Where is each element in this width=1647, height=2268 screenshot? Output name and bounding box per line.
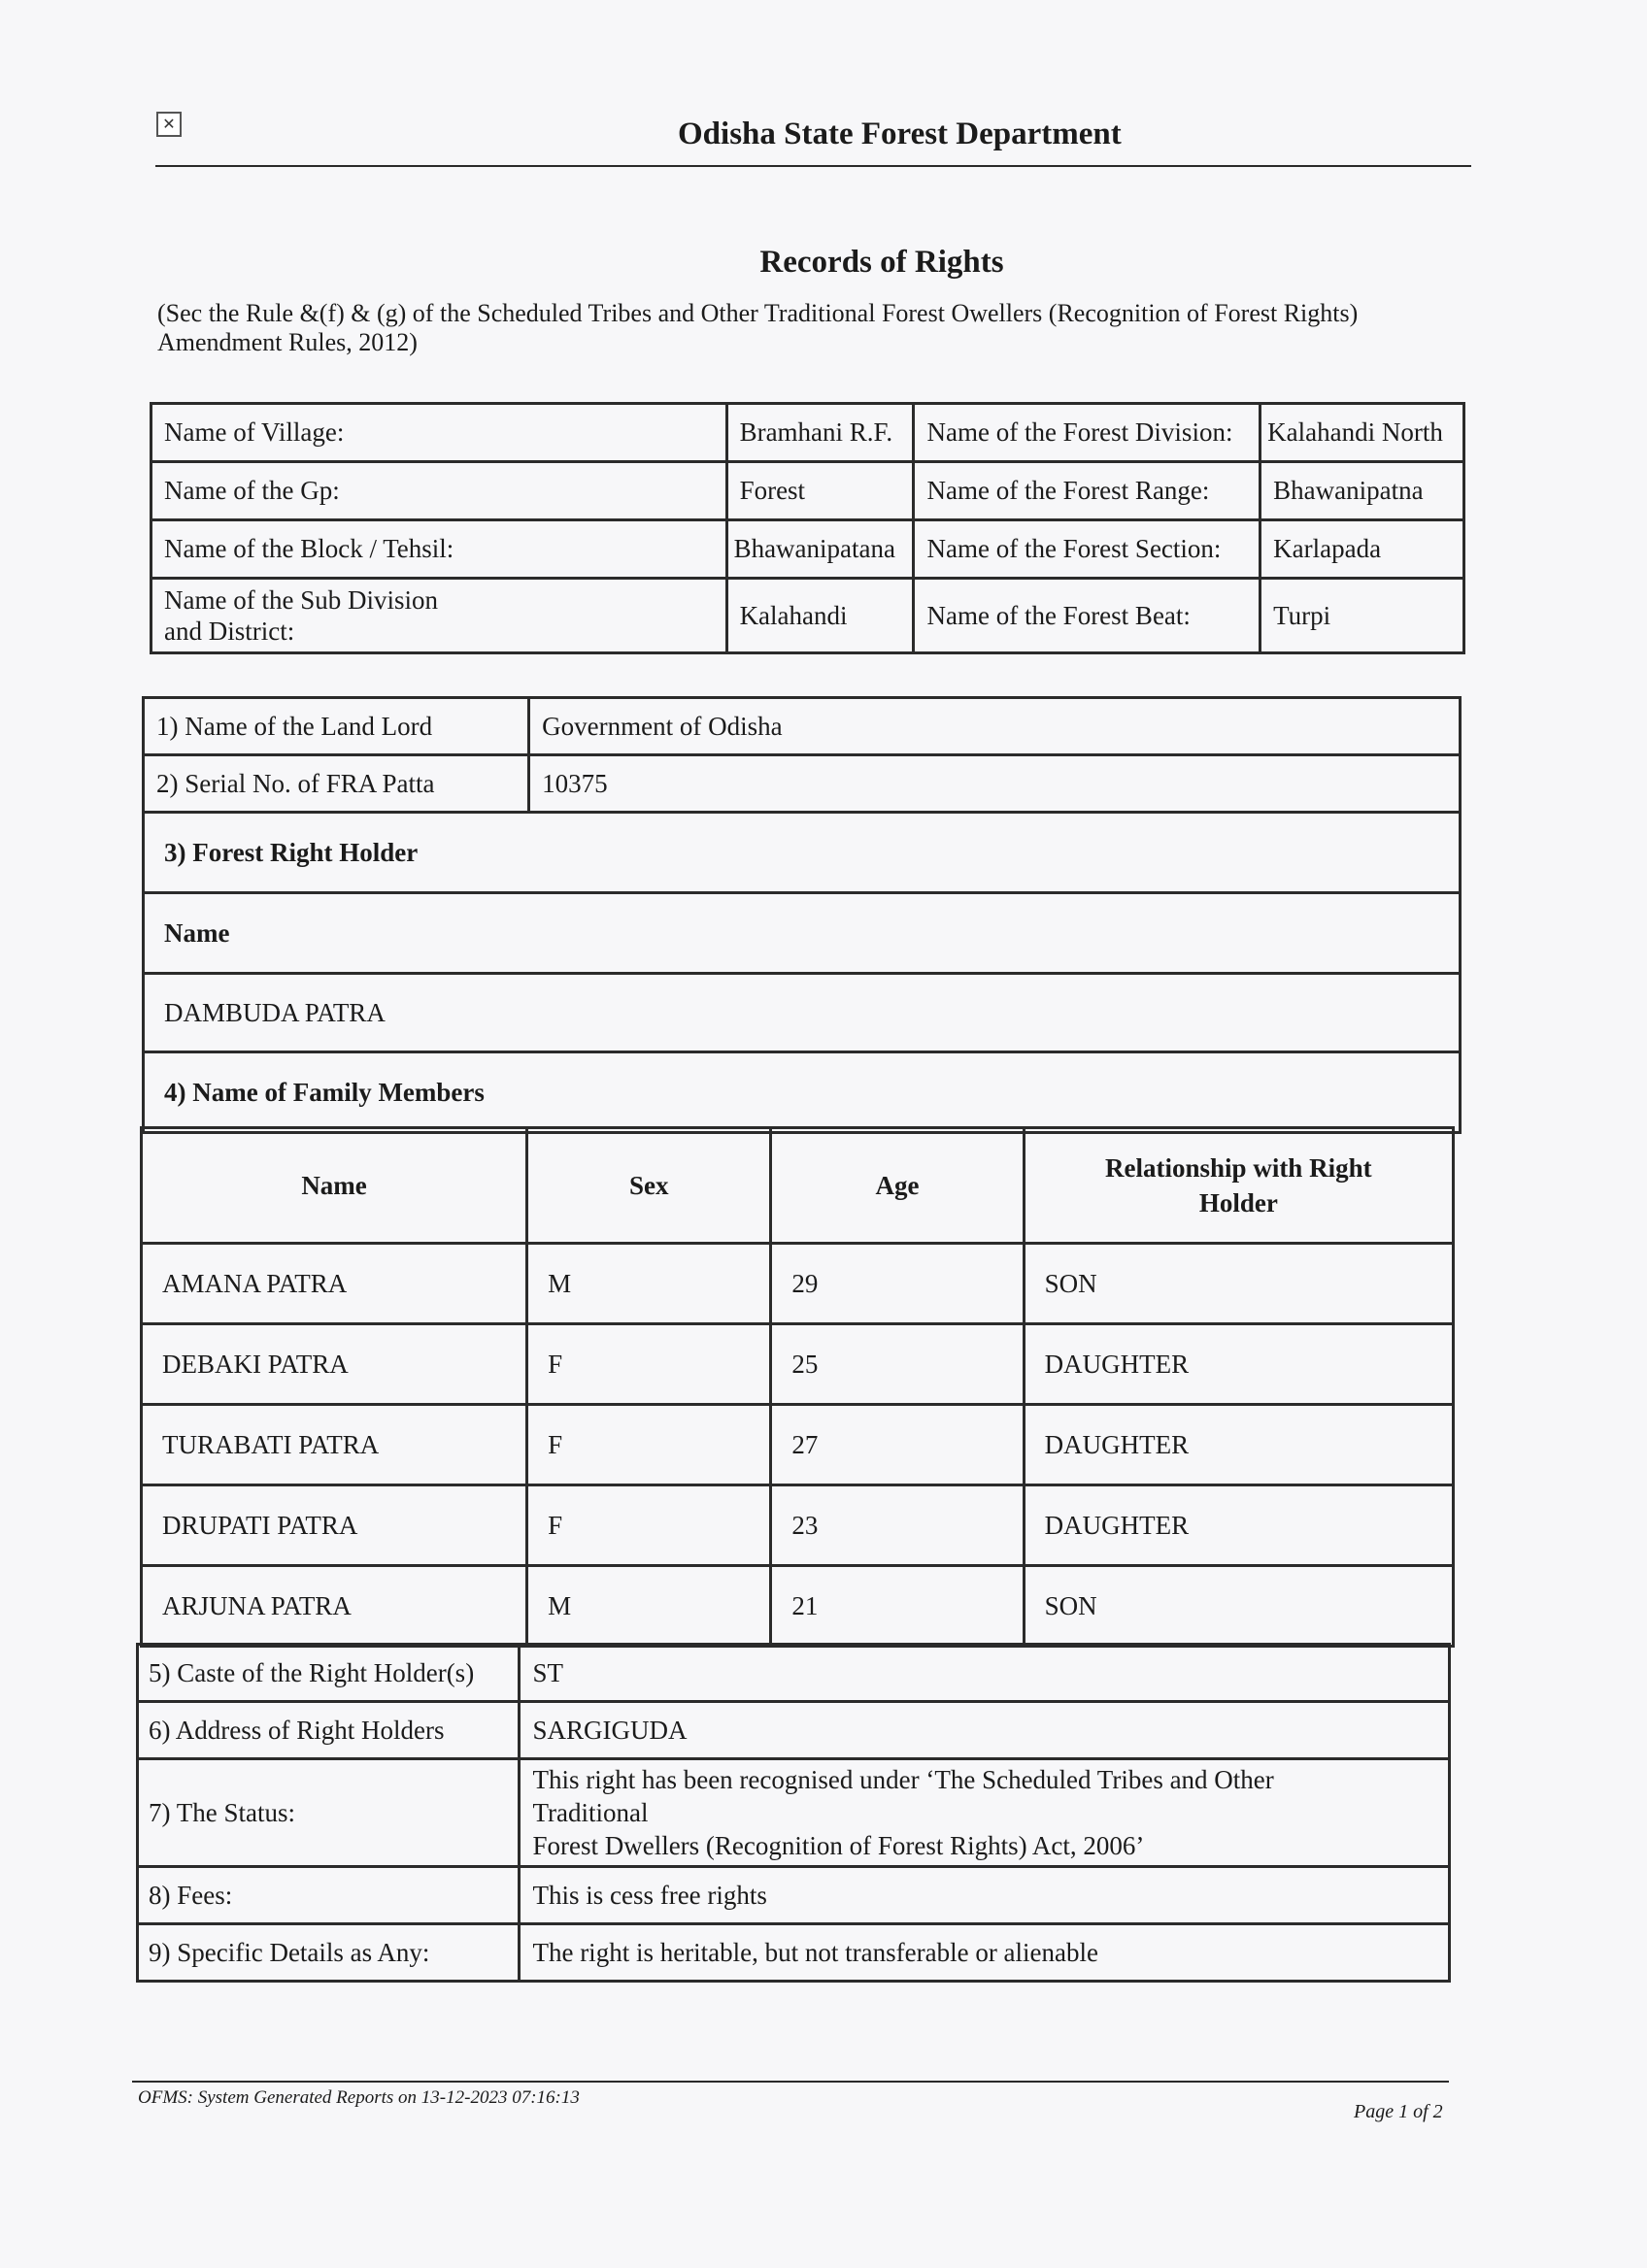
subdivision-value: Kalahandi	[726, 579, 914, 653]
footer-page-number: Page 1 of 2	[1354, 2101, 1443, 2122]
column-header-relationship: Relationship with Right Holder	[1024, 1128, 1453, 1244]
rights-details-table	[136, 1643, 1451, 1983]
land-lord-label: 1) Name of the Land Lord	[144, 698, 529, 755]
family-members-heading: 4) Name of Family Members	[144, 1052, 1461, 1133]
status-line-1: This right has been recognised under ‘The Scheduled Tribes and Other Traditional	[532, 1765, 1274, 1827]
family-members-table	[140, 1126, 1455, 1648]
specific-details-value: The right is heritable, but not transferable or alienable	[520, 1924, 1450, 1982]
table-row	[151, 462, 1464, 520]
table-row	[151, 404, 1464, 462]
gp-label: Name of the Gp:	[151, 462, 727, 520]
table-row	[142, 1485, 1454, 1566]
table-row	[144, 1052, 1461, 1133]
footer-divider	[132, 2081, 1449, 2083]
member-sex: M	[527, 1244, 771, 1324]
table-row	[144, 755, 1461, 813]
member-name: TURABATI PATRA	[142, 1405, 527, 1485]
member-name: ARJUNA PATRA	[142, 1566, 527, 1647]
caste-value: ST	[520, 1645, 1450, 1702]
member-sex: F	[527, 1485, 771, 1566]
member-sex: F	[527, 1405, 771, 1485]
document-title: Records of Rights	[759, 245, 1004, 280]
gp-value: Forest	[726, 462, 914, 520]
patta-value: 10375	[529, 755, 1461, 813]
table-row	[142, 1324, 1454, 1405]
village-value: Bramhani R.F.	[726, 404, 914, 462]
broken-image-icon: ✕	[156, 112, 182, 137]
member-relation: DAUGHTER	[1024, 1324, 1453, 1405]
column-header-age: Age	[771, 1128, 1024, 1244]
caste-label: 5) Caste of the Right Holder(s)	[138, 1645, 520, 1702]
specific-details-label: 9) Specific Details as Any:	[138, 1924, 520, 1982]
member-age: 25	[771, 1324, 1024, 1405]
table-row	[138, 1702, 1450, 1759]
fees-label: 8) Fees:	[138, 1867, 520, 1924]
forest-beat-value: Turpi	[1260, 579, 1464, 653]
table-row	[138, 1867, 1450, 1924]
table-row	[151, 579, 1464, 653]
holder-name-value: DAMBUDA PATRA	[144, 974, 1461, 1052]
land-lord-value: Government of Odisha	[529, 698, 1461, 755]
table-row	[151, 520, 1464, 579]
member-relation: SON	[1024, 1244, 1453, 1324]
location-table	[150, 402, 1465, 654]
member-age: 23	[771, 1485, 1024, 1566]
subdivision-label: Name of the Sub Division and District:	[151, 579, 727, 653]
address-value: SARGIGUDA	[520, 1702, 1450, 1759]
member-sex: M	[527, 1566, 771, 1647]
member-relation: DAUGHTER	[1024, 1485, 1453, 1566]
table-row	[144, 893, 1461, 974]
forest-division-value: Kalahandi North	[1260, 404, 1464, 462]
table-row	[142, 1244, 1454, 1324]
document-subtitle: (Sec the Rule &(f) & (g) of the Scheduled Tribes and Other Traditional Forest Owellers (Recognition of Forest Rights) Amendment Rules, 2012)	[157, 299, 1359, 356]
forest-range-label: Name of the Forest Range:	[914, 462, 1260, 520]
member-name: DRUPATI PATRA	[142, 1485, 527, 1566]
footer-generated-text: OFMS: System Generated Reports on 13-12-2023 07:16:13	[138, 2087, 580, 2108]
table-row	[144, 974, 1461, 1052]
patta-label: 2) Serial No. of FRA Patta	[144, 755, 529, 813]
forest-beat-label: Name of the Forest Beat:	[914, 579, 1260, 653]
member-relation: SON	[1024, 1566, 1453, 1647]
table-row	[142, 1566, 1454, 1647]
member-name: AMANA PATRA	[142, 1244, 527, 1324]
forest-section-label: Name of the Forest Section:	[914, 520, 1260, 579]
status-line-2: Forest Dwellers (Recognition of Forest Rights) Act, 2006’	[532, 1831, 1145, 1860]
status-value	[520, 1759, 1450, 1867]
table-row	[138, 1645, 1450, 1702]
table-row	[142, 1405, 1454, 1485]
forest-range-value: Bhawanipatna	[1260, 462, 1464, 520]
member-relation: DAUGHTER	[1024, 1405, 1453, 1485]
member-age: 27	[771, 1405, 1024, 1485]
table-row	[144, 698, 1461, 755]
table-header-row	[142, 1128, 1454, 1244]
holder-table	[142, 696, 1462, 1134]
page-header	[155, 107, 1471, 167]
table-row	[138, 1924, 1450, 1982]
table-row	[144, 813, 1461, 893]
member-age: 21	[771, 1566, 1024, 1647]
forest-right-holder-heading: 3) Forest Right Holder	[144, 813, 1461, 893]
department-title: Odisha State Forest Department	[678, 117, 1122, 151]
holder-name-label: Name	[144, 893, 1461, 974]
fees-value: This is cess free rights	[520, 1867, 1450, 1924]
village-label: Name of Village:	[151, 404, 727, 462]
table-row	[138, 1759, 1450, 1867]
forest-section-value: Karlapada	[1260, 520, 1464, 579]
member-sex: F	[527, 1324, 771, 1405]
forest-division-label: Name of the Forest Division:	[914, 404, 1260, 462]
block-label: Name of the Block / Tehsil:	[151, 520, 727, 579]
column-header-name: Name	[142, 1128, 527, 1244]
column-header-sex: Sex	[527, 1128, 771, 1244]
block-value: Bhawanipatana	[726, 520, 914, 579]
address-label: 6) Address of Right Holders	[138, 1702, 520, 1759]
status-label: 7) The Status:	[138, 1759, 520, 1867]
member-age: 29	[771, 1244, 1024, 1324]
member-name: DEBAKI PATRA	[142, 1324, 527, 1405]
